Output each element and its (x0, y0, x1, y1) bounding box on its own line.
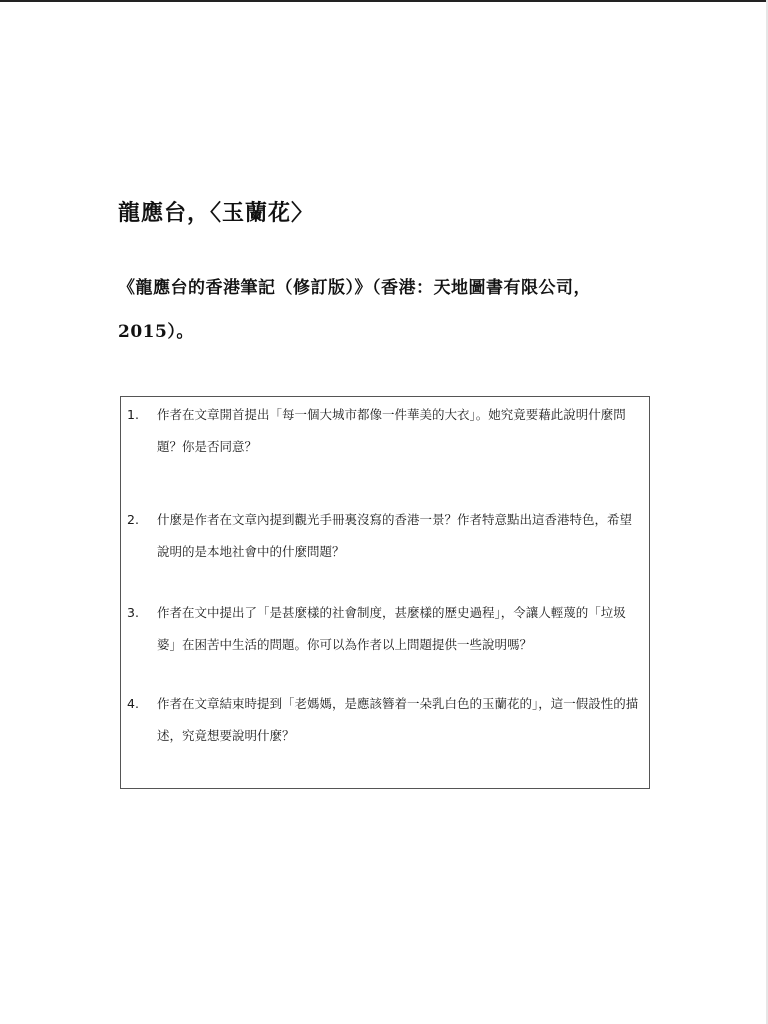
question-number: 1. (127, 407, 139, 422)
scan-edge (0, 0, 768, 2)
question-item (127, 504, 639, 568)
source-citation: 《龍應台的香港筆記（修訂版）》（香港：天地圖書有限公司，2015）。 (118, 278, 591, 342)
question-item (127, 688, 639, 752)
question-number: 2. (127, 512, 139, 527)
question-number: 3. (127, 605, 139, 620)
question-text: 作者在文章結束時提到「老媽媽，是應該簪着一朵乳白色的玉蘭花的」，這一假設性的描述，究竟想要說明什麼？ (157, 696, 639, 743)
questions-box (120, 396, 650, 789)
document-title: 龍應台，〈玉蘭花〉 (118, 200, 315, 226)
question-item (127, 597, 639, 661)
question-text: 作者在文中提出了「是甚麼樣的社會制度，甚麼樣的歷史過程」，令讓人輕蔑的「垃圾婆」在困苦中生活的問題。你可以為作者以上問題提供一些說明嗎？ (157, 605, 626, 652)
question-text: 什麼是作者在文章內提到觀光手冊裏沒寫的香港一景？作者特意點出這香港特色，希望說明的是本地社會中的什麼問題？ (157, 512, 633, 559)
question-item (127, 399, 639, 463)
question-number: 4. (127, 696, 139, 711)
question-text: 作者在文章開首提出「每一個大城市都像一件華美的大衣」。她究竟要藉此說明什麼問題？你是否同意？ (157, 407, 626, 454)
